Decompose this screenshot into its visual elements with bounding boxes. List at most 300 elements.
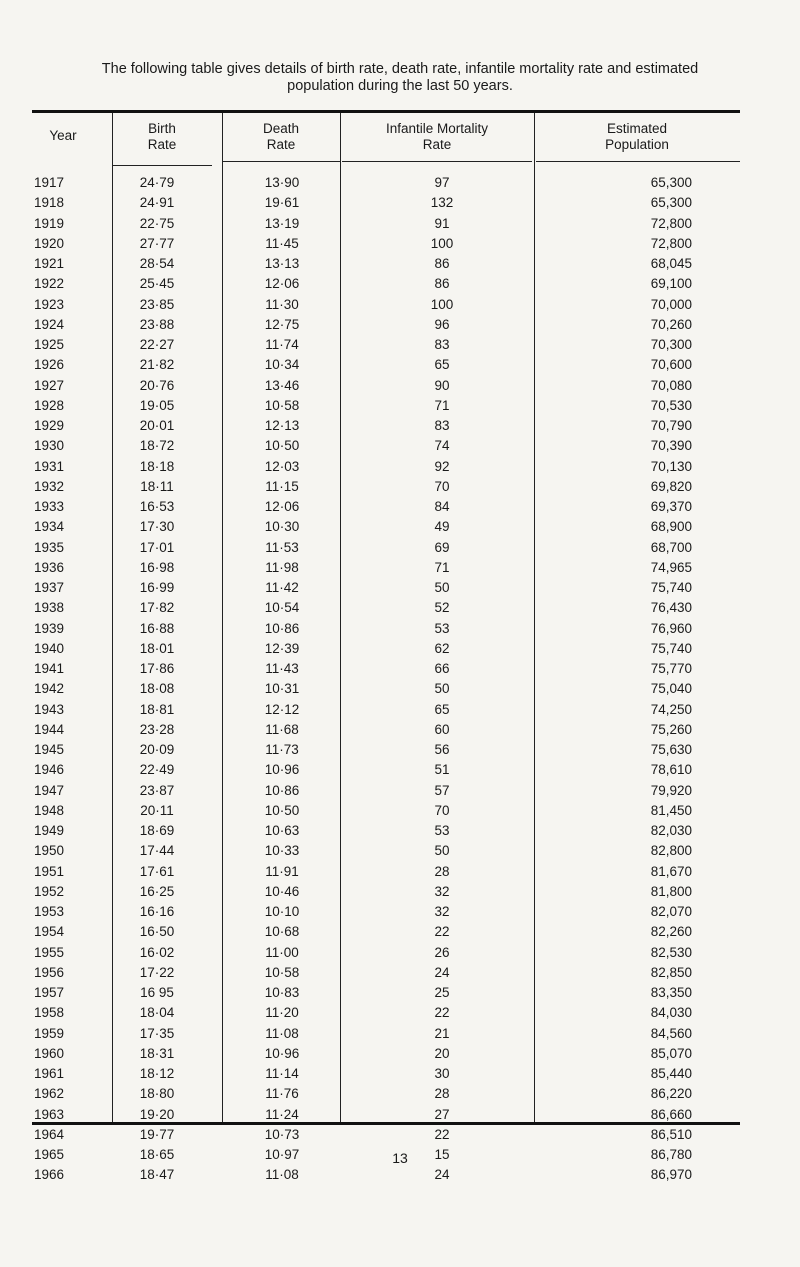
population-cell: 81,800: [650, 883, 692, 899]
birth-rate-cell: 16·16: [139, 904, 175, 919]
birth-rate-cell: 23·28: [139, 721, 175, 737]
population-cell: 68,900: [650, 519, 692, 535]
infant-mortality-cell: 24: [434, 1167, 450, 1183]
year-cell: 1949: [34, 823, 65, 838]
birth-rate-cell: 18·80: [139, 1086, 175, 1102]
header-rule-population: [536, 161, 740, 162]
birth-rate-cell: 22·49: [139, 762, 175, 778]
death-rate-cell: 10·31: [264, 681, 300, 697]
table-row: [32, 1124, 740, 1144]
death-rate-cell: 12·13: [264, 418, 300, 433]
population-cell: 70,300: [650, 337, 692, 352]
page-number: 13: [392, 1150, 408, 1166]
year-cell: 1965: [34, 1147, 65, 1162]
population-cell: 70,600: [650, 357, 692, 373]
infant-mortality-cell: 49: [434, 519, 450, 535]
population-cell: 69,370: [650, 499, 692, 514]
year-cell: 1960: [34, 1045, 65, 1061]
birth-rate-cell: 24·91: [139, 195, 175, 211]
population-cell: 75,770: [650, 661, 692, 676]
death-rate-cell: 10·46: [264, 883, 300, 899]
infant-mortality-cell: 24: [434, 964, 450, 980]
birth-rate-cell: 18·31: [139, 1045, 175, 1061]
birth-rate-cell: 17·44: [139, 843, 175, 859]
birth-rate-cell: 22·27: [139, 337, 175, 352]
population-cell: 70,790: [650, 418, 692, 433]
population-cell: 75,740: [650, 640, 692, 656]
infant-mortality-cell: 74: [434, 438, 450, 454]
table-row: [32, 618, 740, 638]
infant-mortality-cell: 57: [434, 782, 450, 798]
year-cell: 1938: [34, 600, 65, 616]
death-rate-cell: 12·06: [264, 499, 300, 514]
population-cell: 69,100: [650, 276, 692, 292]
year-cell: 1923: [34, 296, 65, 312]
year-cell: 1945: [34, 742, 65, 757]
infant-mortality-cell: 70: [434, 802, 450, 818]
table-row: [32, 354, 740, 374]
population-cell: 70,080: [650, 377, 692, 393]
birth-rate-cell: 18·47: [139, 1167, 175, 1183]
infant-mortality-cell: 70: [434, 478, 450, 494]
death-rate-cell: 10·54: [264, 600, 300, 616]
header-infantile-mortality: [340, 121, 534, 153]
birth-rate-cell: 18·72: [139, 438, 175, 454]
death-rate-cell: 11·20: [265, 1005, 299, 1021]
year-cell: 1925: [34, 337, 65, 352]
population-cell: 86,660: [650, 1106, 692, 1122]
death-rate-cell: 11·76: [265, 1086, 299, 1102]
year-cell: 1963: [34, 1106, 65, 1122]
table-row: [32, 658, 740, 678]
death-rate-cell: 11·14: [265, 1066, 299, 1081]
year-cell: 1957: [34, 985, 65, 1000]
year-cell: 1928: [34, 397, 65, 413]
death-rate-cell: 10·58: [264, 397, 300, 413]
infant-mortality-cell: 97: [434, 175, 450, 190]
header-pop-line1: Estimated: [606, 121, 668, 136]
infant-mortality-cell: 22: [434, 924, 450, 940]
population-cell: 70,130: [650, 458, 692, 474]
death-rate-cell: 10·34: [264, 357, 300, 373]
table-row: [32, 192, 740, 212]
birth-rate-cell: 16 95: [140, 985, 174, 1000]
birth-rate-cell: 27·77: [139, 235, 175, 251]
birth-rate-cell: 16·99: [139, 580, 175, 595]
death-rate-cell: 10·96: [264, 1045, 300, 1061]
population-cell: 75,260: [650, 721, 692, 737]
infant-mortality-cell: 71: [434, 559, 450, 575]
population-cell: 70,260: [650, 316, 692, 332]
infant-mortality-cell: 83: [434, 337, 450, 352]
table-row: [32, 1063, 740, 1083]
table-row: [32, 861, 740, 881]
infant-mortality-cell: 69: [434, 539, 450, 555]
table-row: [32, 375, 740, 395]
year-cell: 1926: [34, 357, 65, 373]
year-cell: 1946: [34, 762, 65, 778]
population-cell: 70,390: [650, 438, 692, 454]
population-cell: 75,630: [650, 742, 692, 757]
birth-rate-cell: 16·25: [139, 883, 175, 899]
year-cell: 1942: [34, 681, 65, 697]
table-row: [32, 294, 740, 314]
death-rate-cell: 11·42: [265, 580, 299, 595]
year-cell: 1919: [34, 215, 65, 231]
death-rate-cell: 11·30: [265, 296, 299, 312]
table-row: [32, 476, 740, 496]
birth-rate-cell: 16·02: [139, 944, 175, 960]
table-row: [32, 638, 740, 658]
population-cell: 85,440: [650, 1066, 692, 1081]
year-cell: 1934: [34, 519, 65, 535]
population-cell: 69,820: [650, 478, 692, 494]
year-cell: 1961: [34, 1066, 65, 1081]
year-cell: 1948: [34, 802, 65, 818]
table-row: [32, 719, 740, 739]
infant-mortality-cell: 100: [430, 296, 454, 312]
population-cell: 85,070: [650, 1045, 692, 1061]
infant-mortality-cell: 50: [434, 843, 450, 859]
header-year: Year: [49, 128, 77, 143]
death-rate-cell: 11·24: [265, 1106, 299, 1122]
infant-mortality-cell: 30: [434, 1066, 450, 1081]
birth-rate-cell: 17·86: [139, 661, 175, 676]
header-rule-infant: [342, 161, 532, 162]
death-rate-cell: 10·63: [264, 823, 300, 838]
birth-rate-cell: 19·20: [139, 1106, 175, 1122]
table-row: [32, 314, 740, 334]
table-row: [32, 1164, 740, 1184]
table-row: [32, 557, 740, 577]
population-cell: 82,850: [650, 964, 692, 980]
table-row: [32, 1104, 740, 1124]
header-rule-birth: [112, 165, 212, 166]
birth-rate-cell: 18·08: [139, 681, 175, 697]
table-row: [32, 496, 740, 516]
infant-mortality-cell: 32: [434, 883, 450, 899]
infant-mortality-cell: 60: [434, 721, 450, 737]
birth-rate-cell: 18·11: [140, 478, 174, 494]
header-infant-line1: Infantile Mortality: [385, 121, 489, 136]
population-cell: 86,780: [650, 1147, 692, 1162]
year-cell: 1931: [34, 458, 65, 474]
table-row: [32, 456, 740, 476]
birth-rate-cell: 19·77: [139, 1126, 175, 1142]
year-cell: 1924: [34, 316, 65, 332]
population-cell: 81,450: [650, 802, 692, 818]
population-cell: 72,800: [650, 235, 692, 251]
population-cell: 65,300: [650, 195, 692, 211]
year-cell: 1953: [34, 904, 65, 919]
population-cell: 82,530: [650, 944, 692, 960]
infant-mortality-cell: 86: [434, 276, 450, 292]
infant-mortality-cell: 84: [434, 499, 450, 514]
death-rate-cell: 10·96: [264, 762, 300, 778]
infant-mortality-cell: 132: [430, 195, 454, 211]
birth-rate-cell: 25·45: [139, 276, 175, 292]
birth-rate-cell: 17·01: [139, 539, 175, 555]
year-cell: 1941: [34, 661, 65, 676]
population-cell: 78,610: [650, 762, 692, 778]
population-cell: 65,300: [650, 175, 692, 190]
table-row: [32, 1043, 740, 1063]
header-death-line1: Death: [262, 121, 300, 136]
year-cell: 1937: [34, 580, 65, 595]
year-cell: 1947: [34, 782, 65, 798]
infant-mortality-cell: 25: [434, 985, 450, 1000]
year-cell: 1952: [34, 883, 65, 899]
table-row: [32, 415, 740, 435]
birth-rate-cell: 20·11: [140, 802, 174, 818]
header-infant-line2: Rate: [422, 137, 452, 152]
table-row: [32, 253, 740, 273]
birth-rate-cell: 23·88: [139, 316, 175, 332]
year-cell: 1917: [34, 175, 65, 190]
infant-mortality-cell: 52: [434, 600, 450, 616]
infant-mortality-cell: 28: [434, 1086, 450, 1102]
infant-mortality-cell: 83: [434, 418, 450, 433]
population-cell: 82,070: [650, 904, 692, 919]
year-cell: 1950: [34, 843, 65, 859]
header-death-rate: [222, 121, 340, 153]
birth-rate-cell: 19·05: [139, 397, 175, 413]
table-row: [32, 759, 740, 779]
year-cell: 1927: [34, 377, 65, 393]
infant-mortality-cell: 86: [434, 256, 450, 271]
death-rate-cell: 10·86: [264, 620, 300, 636]
table-row: [32, 435, 740, 455]
year-cell: 1921: [34, 256, 65, 271]
header-birth-rate: [112, 121, 212, 153]
table-row: [32, 800, 740, 820]
birth-rate-cell: 18·12: [139, 1066, 175, 1081]
table-row: [32, 577, 740, 597]
table-row: [32, 1023, 740, 1043]
death-rate-cell: 12·39: [264, 640, 300, 656]
birth-rate-cell: 18·69: [139, 823, 175, 838]
table-row: [32, 942, 740, 962]
table-row: [32, 213, 740, 233]
year-cell: 1932: [34, 478, 65, 494]
death-rate-cell: 12·12: [264, 701, 300, 717]
intro-line-1: The following table gives details of birth rate, death rate, infantile mortality rate and estimated: [101, 61, 699, 77]
birth-rate-cell: 18·04: [139, 1005, 175, 1021]
population-cell: 82,030: [650, 823, 692, 838]
death-rate-cell: 10·10: [264, 904, 300, 919]
infant-mortality-cell: 56: [434, 742, 450, 757]
death-rate-cell: 11·15: [265, 478, 299, 494]
birth-rate-cell: 23·85: [139, 296, 175, 312]
death-rate-cell: 11·68: [265, 721, 299, 737]
year-cell: 1955: [34, 944, 65, 960]
infant-mortality-cell: 71: [434, 397, 450, 413]
infant-mortality-cell: 50: [434, 681, 450, 697]
header-birth-line1: Birth: [148, 121, 176, 136]
table-row: [32, 172, 740, 192]
birth-rate-cell: 23·87: [139, 782, 175, 798]
birth-rate-cell: 17·22: [139, 964, 175, 980]
population-cell: 84,030: [650, 1005, 692, 1021]
year-cell: 1958: [34, 1005, 65, 1021]
birth-rate-cell: 17·35: [139, 1025, 175, 1041]
header-rule-death: [222, 161, 340, 162]
header-birth-line2: Rate: [147, 137, 177, 152]
infant-mortality-cell: 51: [434, 762, 450, 778]
death-rate-cell: 11·08: [265, 1025, 299, 1041]
birth-rate-cell: 16·53: [139, 499, 175, 514]
year-cell: 1956: [34, 964, 65, 980]
table-row: [32, 780, 740, 800]
death-rate-cell: 10·97: [264, 1147, 300, 1162]
birth-rate-cell: 17·61: [139, 863, 175, 879]
population-cell: 75,740: [650, 580, 692, 595]
year-cell: 1959: [34, 1025, 65, 1041]
year-cell: 1964: [34, 1126, 65, 1142]
year-cell: 1939: [34, 620, 65, 636]
table-row: [32, 678, 740, 698]
year-cell: 1943: [34, 701, 65, 717]
table-top-rule: [32, 110, 740, 113]
population-cell: 74,965: [650, 559, 692, 575]
year-cell: 1922: [34, 276, 65, 292]
population-cell: 70,530: [650, 397, 692, 413]
death-rate-cell: 10·50: [264, 438, 300, 454]
birth-rate-cell: 20·09: [139, 742, 175, 757]
population-cell: 74,250: [650, 701, 692, 717]
population-cell: 82,260: [650, 924, 692, 940]
death-rate-cell: 10·73: [264, 1126, 300, 1142]
table-row: [32, 901, 740, 921]
population-cell: 68,700: [650, 539, 692, 555]
death-rate-cell: 11·00: [265, 944, 299, 960]
table-row: [32, 1083, 740, 1103]
death-rate-cell: 11·91: [265, 863, 299, 879]
death-rate-cell: 19·61: [264, 195, 300, 211]
infant-mortality-cell: 96: [434, 316, 450, 332]
death-rate-cell: 11·74: [265, 337, 299, 352]
infant-mortality-cell: 28: [434, 863, 450, 879]
death-rate-cell: 11·43: [265, 661, 299, 676]
birth-rate-cell: 22·75: [139, 215, 175, 231]
infant-mortality-cell: 65: [434, 701, 450, 717]
birth-rate-cell: 16·50: [139, 924, 175, 940]
infant-mortality-cell: 100: [430, 235, 454, 251]
infant-mortality-cell: 90: [434, 377, 450, 393]
infant-mortality-cell: 66: [434, 661, 450, 676]
death-rate-cell: 10·30: [264, 519, 300, 535]
table-row: [32, 273, 740, 293]
infant-mortality-cell: 22: [434, 1005, 450, 1021]
population-cell: 81,670: [650, 863, 692, 879]
infant-mortality-cell: 92: [434, 458, 450, 474]
population-cell: 86,510: [650, 1126, 692, 1142]
table-row: [32, 840, 740, 860]
table-row: [32, 881, 740, 901]
intro-line-2: population during the last 50 years.: [287, 78, 513, 94]
death-rate-cell: 11·98: [265, 559, 299, 575]
table-body: [32, 172, 740, 1185]
birth-rate-cell: 16·98: [139, 559, 175, 575]
birth-rate-cell: 28·54: [139, 256, 175, 271]
population-cell: 84,560: [650, 1025, 692, 1041]
year-cell: 1929: [34, 418, 65, 433]
population-cell: 83,350: [650, 985, 692, 1000]
infant-mortality-cell: 65: [434, 357, 450, 373]
death-rate-cell: 12·03: [264, 458, 300, 474]
infant-mortality-cell: 62: [434, 640, 450, 656]
infant-mortality-cell: 26: [434, 944, 450, 960]
death-rate-cell: 10·86: [264, 782, 300, 798]
birth-rate-cell: 18·81: [139, 701, 175, 717]
table-row: [32, 739, 740, 759]
table-row: [32, 334, 740, 354]
year-cell: 1918: [34, 195, 65, 211]
death-rate-cell: 13·13: [264, 256, 300, 271]
header-pop-line2: Population: [605, 137, 669, 152]
population-cell: 76,960: [650, 620, 692, 636]
year-cell: 1930: [34, 438, 65, 454]
year-cell: 1935: [34, 539, 65, 555]
infant-mortality-cell: 50: [434, 580, 450, 595]
birth-rate-cell: 17·30: [139, 519, 175, 535]
year-cell: 1951: [34, 863, 65, 879]
death-rate-cell: 13·90: [264, 175, 300, 190]
table-row: [32, 597, 740, 617]
death-rate-cell: 10·83: [264, 985, 300, 1000]
death-rate-cell: 11·73: [265, 742, 299, 757]
infant-mortality-cell: 21: [434, 1025, 450, 1041]
birth-rate-cell: 18·01: [139, 640, 175, 656]
birth-rate-cell: 20·76: [139, 377, 175, 393]
death-rate-cell: 11·53: [265, 539, 299, 555]
year-cell: 1966: [34, 1167, 65, 1183]
table-row: [32, 395, 740, 415]
death-rate-cell: 12·75: [264, 316, 300, 332]
infant-mortality-cell: 32: [434, 904, 450, 919]
death-rate-cell: 13·19: [264, 215, 300, 231]
year-cell: 1936: [34, 559, 65, 575]
population-cell: 75,040: [650, 681, 692, 697]
infant-mortality-cell: 15: [434, 1147, 450, 1162]
birth-rate-cell: 18·18: [139, 458, 175, 474]
population-cell: 86,220: [650, 1086, 692, 1102]
death-rate-cell: 10·33: [264, 843, 300, 859]
year-cell: 1933: [34, 499, 65, 514]
birth-rate-cell: 20·01: [139, 418, 175, 433]
header-estimated-population: [534, 121, 740, 153]
infant-mortality-cell: 27: [434, 1106, 450, 1122]
population-cell: 86,970: [650, 1167, 692, 1183]
death-rate-cell: 10·68: [264, 924, 300, 940]
infant-mortality-cell: 53: [434, 620, 450, 636]
table-row: [32, 820, 740, 840]
table-row: [32, 1002, 740, 1022]
year-cell: 1954: [34, 924, 65, 940]
death-rate-cell: 10·58: [264, 964, 300, 980]
table-row: [32, 516, 740, 536]
birth-rate-cell: 21·82: [139, 357, 175, 373]
year-cell: 1920: [34, 235, 65, 251]
population-cell: 82,800: [650, 843, 692, 859]
table-row: [32, 699, 740, 719]
population-cell: 68,045: [650, 256, 692, 271]
birth-rate-cell: 17·82: [139, 600, 175, 616]
population-cell: 76,430: [650, 600, 692, 616]
death-rate-cell: 11·45: [265, 235, 299, 251]
death-rate-cell: 12·06: [264, 276, 300, 292]
population-cell: 79,920: [650, 782, 692, 798]
